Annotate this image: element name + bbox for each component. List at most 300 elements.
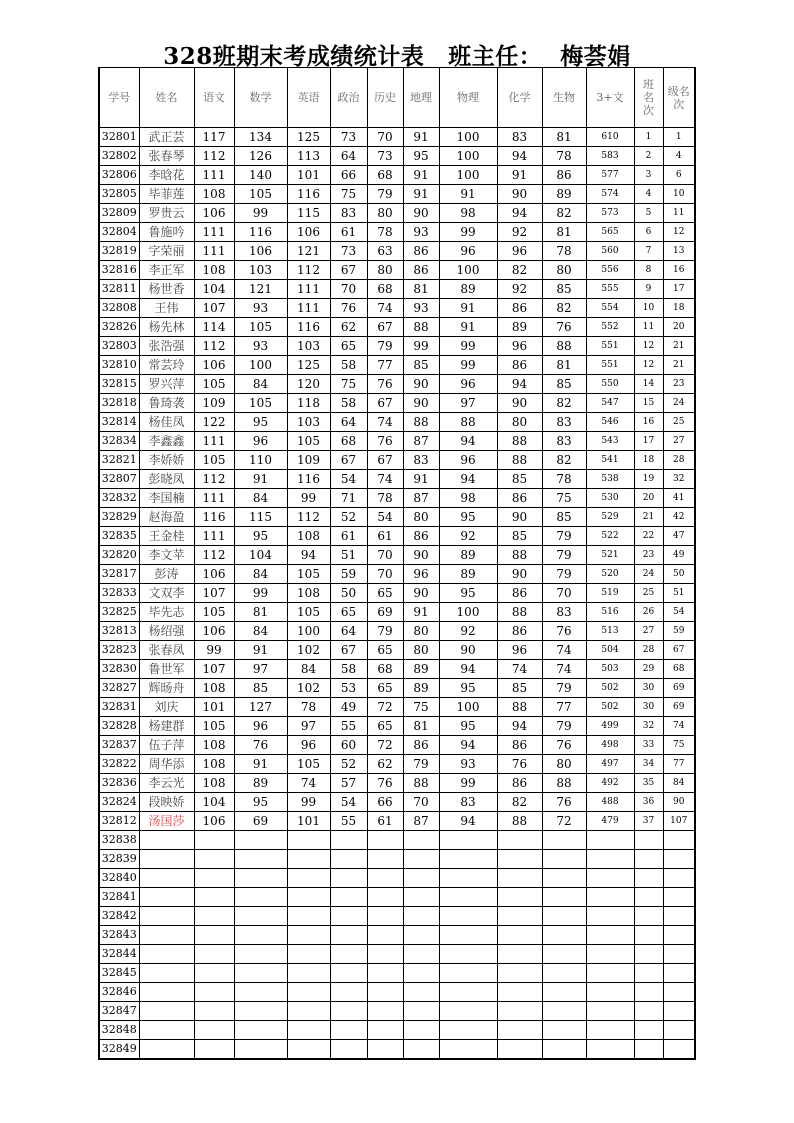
cell-math (234, 964, 287, 983)
cell-politics: 61 (330, 527, 367, 546)
cell-math: 99 (234, 204, 287, 223)
cell-biology (542, 964, 586, 983)
cell-politics: 60 (330, 736, 367, 755)
cell-history: 72 (367, 736, 403, 755)
cell-chinese (194, 907, 234, 926)
cell-physics (439, 983, 497, 1002)
header-name: 姓名 (139, 68, 194, 128)
cell-total: 504 (586, 641, 634, 660)
cell-class-rank: 24 (634, 565, 663, 584)
cell-name (139, 1040, 194, 1060)
cell-english: 118 (287, 394, 330, 413)
cell-chinese: 99 (194, 641, 234, 660)
table-row (99, 793, 695, 812)
cell-geography: 70 (403, 793, 439, 812)
cell-biology (542, 1002, 586, 1021)
cell-english: 99 (287, 489, 330, 508)
cell-grade-rank (663, 888, 695, 907)
table-row (99, 679, 695, 698)
cell-geography: 91 (403, 470, 439, 489)
cell-chinese: 111 (194, 432, 234, 451)
cell-chemistry: 88 (497, 432, 542, 451)
cell-class-rank: 12 (634, 356, 663, 375)
cell-english: 108 (287, 584, 330, 603)
cell-class-rank: 2 (634, 147, 663, 166)
cell-student-id: 32843 (99, 926, 139, 945)
cell-physics (439, 945, 497, 964)
cell-chemistry: 86 (497, 584, 542, 603)
cell-name (139, 926, 194, 945)
cell-biology (542, 926, 586, 945)
cell-total: 488 (586, 793, 634, 812)
cell-history: 70 (367, 565, 403, 584)
cell-english: 84 (287, 660, 330, 679)
cell-chemistry: 92 (497, 280, 542, 299)
cell-politics (330, 983, 367, 1002)
cell-biology: 79 (542, 717, 586, 736)
cell-chinese: 105 (194, 451, 234, 470)
cell-total (586, 926, 634, 945)
cell-math: 81 (234, 603, 287, 622)
cell-class-rank (634, 869, 663, 888)
cell-grade-rank: 107 (663, 812, 695, 831)
cell-politics: 54 (330, 470, 367, 489)
cell-biology (542, 945, 586, 964)
cell-math (234, 850, 287, 869)
cell-biology (542, 850, 586, 869)
cell-math: 84 (234, 565, 287, 584)
cell-grade-rank: 21 (663, 356, 695, 375)
cell-chemistry: 94 (497, 147, 542, 166)
cell-physics: 88 (439, 413, 497, 432)
cell-biology: 81 (542, 128, 586, 147)
cell-name: 周华添 (139, 755, 194, 774)
cell-math: 89 (234, 774, 287, 793)
cell-english: 105 (287, 432, 330, 451)
header-class-rank: 班名次 (634, 68, 663, 128)
cell-physics: 83 (439, 793, 497, 812)
cell-grade-rank (663, 1002, 695, 1021)
cell-physics: 100 (439, 603, 497, 622)
cell-grade-rank: 12 (663, 223, 695, 242)
cell-biology: 76 (542, 736, 586, 755)
cell-math (234, 907, 287, 926)
cell-politics: 61 (330, 223, 367, 242)
cell-name: 李正军 (139, 261, 194, 280)
cell-chinese: 108 (194, 185, 234, 204)
cell-chinese: 114 (194, 318, 234, 337)
table-row (99, 223, 695, 242)
cell-chinese: 108 (194, 755, 234, 774)
cell-physics: 100 (439, 698, 497, 717)
cell-chemistry: 88 (497, 546, 542, 565)
cell-total: 497 (586, 755, 634, 774)
cell-grade-rank: 28 (663, 451, 695, 470)
cell-total: 516 (586, 603, 634, 622)
cell-biology: 78 (542, 242, 586, 261)
cell-student-id: 32811 (99, 280, 139, 299)
cell-geography: 81 (403, 717, 439, 736)
cell-english: 111 (287, 299, 330, 318)
cell-class-rank: 14 (634, 375, 663, 394)
cell-class-rank: 1 (634, 128, 663, 147)
cell-biology (542, 1021, 586, 1040)
cell-geography (403, 964, 439, 983)
cell-class-rank: 37 (634, 812, 663, 831)
cell-math: 95 (234, 793, 287, 812)
cell-politics: 53 (330, 679, 367, 698)
cell-chemistry: 74 (497, 660, 542, 679)
cell-class-rank (634, 907, 663, 926)
cell-class-rank: 34 (634, 755, 663, 774)
table-row (99, 603, 695, 622)
cell-total: 583 (586, 147, 634, 166)
cell-grade-rank: 90 (663, 793, 695, 812)
cell-name: 鲁琦袭 (139, 394, 194, 413)
cell-class-rank: 29 (634, 660, 663, 679)
cell-name: 李云光 (139, 774, 194, 793)
cell-physics: 89 (439, 546, 497, 565)
cell-total: 538 (586, 470, 634, 489)
cell-history (367, 869, 403, 888)
cell-history: 76 (367, 375, 403, 394)
cell-geography: 87 (403, 432, 439, 451)
table-row (99, 774, 695, 793)
cell-name: 赵海盈 (139, 508, 194, 527)
cell-chinese (194, 983, 234, 1002)
cell-student-id: 32834 (99, 432, 139, 451)
cell-class-rank: 33 (634, 736, 663, 755)
cell-politics: 76 (330, 299, 367, 318)
cell-biology: 86 (542, 166, 586, 185)
cell-biology: 70 (542, 584, 586, 603)
cell-math (234, 1002, 287, 1021)
cell-grade-rank: 50 (663, 565, 695, 584)
cell-english: 100 (287, 622, 330, 641)
cell-total: 498 (586, 736, 634, 755)
cell-politics: 67 (330, 641, 367, 660)
cell-biology: 74 (542, 660, 586, 679)
table-row (99, 128, 695, 147)
cell-student-id: 32818 (99, 394, 139, 413)
cell-math: 105 (234, 394, 287, 413)
cell-name: 鲁施吟 (139, 223, 194, 242)
cell-chinese: 111 (194, 489, 234, 508)
cell-biology: 88 (542, 337, 586, 356)
cell-class-rank: 5 (634, 204, 663, 223)
cell-geography: 80 (403, 622, 439, 641)
cell-chemistry: 76 (497, 755, 542, 774)
cell-physics: 92 (439, 622, 497, 641)
cell-biology (542, 1040, 586, 1060)
cell-grade-rank: 75 (663, 736, 695, 755)
table-row (99, 432, 695, 451)
header-math: 数学 (234, 68, 287, 128)
cell-math: 127 (234, 698, 287, 717)
header-total: 3+文 (586, 68, 634, 128)
cell-grade-rank: 27 (663, 432, 695, 451)
cell-english: 106 (287, 223, 330, 242)
cell-student-id: 32841 (99, 888, 139, 907)
cell-math: 103 (234, 261, 287, 280)
cell-physics: 92 (439, 527, 497, 546)
cell-geography: 95 (403, 147, 439, 166)
cell-total: 530 (586, 489, 634, 508)
cell-math: 126 (234, 147, 287, 166)
cell-math: 96 (234, 432, 287, 451)
cell-geography (403, 945, 439, 964)
cell-physics: 94 (439, 660, 497, 679)
cell-grade-rank: 6 (663, 166, 695, 185)
cell-total (586, 831, 634, 850)
cell-biology (542, 888, 586, 907)
cell-name (139, 907, 194, 926)
cell-student-id: 32827 (99, 679, 139, 698)
cell-student-id: 32840 (99, 869, 139, 888)
cell-english: 102 (287, 641, 330, 660)
cell-student-id: 32826 (99, 318, 139, 337)
cell-student-id: 32815 (99, 375, 139, 394)
cell-name: 汤国莎 (139, 812, 194, 831)
table-row (99, 337, 695, 356)
cell-name: 刘庆 (139, 698, 194, 717)
cell-total: 554 (586, 299, 634, 318)
cell-grade-rank: 17 (663, 280, 695, 299)
cell-grade-rank (663, 869, 695, 888)
cell-biology: 76 (542, 622, 586, 641)
cell-student-id: 32849 (99, 1040, 139, 1060)
cell-chemistry: 96 (497, 242, 542, 261)
cell-physics: 95 (439, 679, 497, 698)
table-row (99, 641, 695, 660)
cell-geography: 88 (403, 413, 439, 432)
cell-history: 72 (367, 698, 403, 717)
cell-politics: 66 (330, 166, 367, 185)
table-row (99, 318, 695, 337)
cell-grade-rank: 77 (663, 755, 695, 774)
cell-grade-rank: 4 (663, 147, 695, 166)
cell-physics: 96 (439, 242, 497, 261)
empty-row (99, 1002, 695, 1021)
cell-name: 李文苹 (139, 546, 194, 565)
cell-english: 94 (287, 546, 330, 565)
cell-student-id: 32833 (99, 584, 139, 603)
table-row (99, 147, 695, 166)
cell-physics: 100 (439, 166, 497, 185)
table-row (99, 565, 695, 584)
cell-chemistry: 82 (497, 793, 542, 812)
cell-physics: 94 (439, 736, 497, 755)
cell-grade-rank: 10 (663, 185, 695, 204)
cell-physics: 90 (439, 641, 497, 660)
cell-chinese: 107 (194, 660, 234, 679)
cell-biology (542, 907, 586, 926)
cell-geography: 80 (403, 641, 439, 660)
cell-name: 彭涛 (139, 565, 194, 584)
cell-history: 79 (367, 622, 403, 641)
cell-chemistry: 96 (497, 641, 542, 660)
header-row (99, 68, 695, 128)
cell-biology: 77 (542, 698, 586, 717)
cell-student-id: 32845 (99, 964, 139, 983)
cell-biology: 80 (542, 755, 586, 774)
cell-politics (330, 831, 367, 850)
cell-total: 552 (586, 318, 634, 337)
cell-total: 519 (586, 584, 634, 603)
cell-name: 张春琴 (139, 147, 194, 166)
cell-english (287, 926, 330, 945)
table-row (99, 717, 695, 736)
cell-class-rank: 16 (634, 413, 663, 432)
cell-student-id: 32837 (99, 736, 139, 755)
cell-politics (330, 1021, 367, 1040)
cell-chemistry: 86 (497, 356, 542, 375)
cell-english: 101 (287, 166, 330, 185)
cell-grade-rank (663, 907, 695, 926)
cell-math: 105 (234, 185, 287, 204)
cell-biology (542, 983, 586, 1002)
cell-english: 116 (287, 318, 330, 337)
cell-chinese (194, 926, 234, 945)
cell-geography: 90 (403, 394, 439, 413)
cell-class-rank (634, 1021, 663, 1040)
empty-row (99, 888, 695, 907)
cell-chinese: 108 (194, 679, 234, 698)
cell-grade-rank: 1 (663, 128, 695, 147)
cell-class-rank: 6 (634, 223, 663, 242)
table-row (99, 527, 695, 546)
table-row (99, 299, 695, 318)
cell-chinese: 101 (194, 698, 234, 717)
table-row (99, 394, 695, 413)
cell-physics (439, 1021, 497, 1040)
cell-physics: 91 (439, 299, 497, 318)
cell-grade-rank: 49 (663, 546, 695, 565)
cell-physics: 99 (439, 356, 497, 375)
cell-english: 96 (287, 736, 330, 755)
cell-geography: 90 (403, 204, 439, 223)
cell-physics: 98 (439, 204, 497, 223)
cell-chemistry: 88 (497, 603, 542, 622)
cell-total: 547 (586, 394, 634, 413)
cell-english: 109 (287, 451, 330, 470)
cell-history: 76 (367, 774, 403, 793)
cell-name (139, 1021, 194, 1040)
cell-physics: 100 (439, 261, 497, 280)
cell-total: 502 (586, 679, 634, 698)
header-english: 英语 (287, 68, 330, 128)
cell-biology: 78 (542, 147, 586, 166)
cell-physics: 100 (439, 147, 497, 166)
cell-math: 134 (234, 128, 287, 147)
cell-geography (403, 926, 439, 945)
table-row (99, 660, 695, 679)
cell-math: 69 (234, 812, 287, 831)
cell-grade-rank: 13 (663, 242, 695, 261)
header-student-id: 学号 (99, 68, 139, 128)
cell-chinese: 106 (194, 565, 234, 584)
cell-math (234, 888, 287, 907)
cell-history: 80 (367, 261, 403, 280)
cell-politics: 52 (330, 755, 367, 774)
cell-english: 74 (287, 774, 330, 793)
cell-grade-rank: 32 (663, 470, 695, 489)
cell-history: 69 (367, 603, 403, 622)
table-row (99, 508, 695, 527)
cell-class-rank (634, 964, 663, 983)
cell-geography (403, 1040, 439, 1060)
cell-chinese: 107 (194, 584, 234, 603)
cell-grade-rank (663, 831, 695, 850)
cell-total: 550 (586, 375, 634, 394)
cell-history: 65 (367, 679, 403, 698)
cell-grade-rank: 41 (663, 489, 695, 508)
cell-total: 574 (586, 185, 634, 204)
cell-english: 113 (287, 147, 330, 166)
cell-politics: 68 (330, 432, 367, 451)
cell-student-id: 32807 (99, 470, 139, 489)
cell-student-id: 32804 (99, 223, 139, 242)
cell-chemistry: 90 (497, 565, 542, 584)
cell-geography: 91 (403, 166, 439, 185)
cell-history (367, 926, 403, 945)
cell-math: 95 (234, 527, 287, 546)
cell-english (287, 983, 330, 1002)
cell-geography: 90 (403, 546, 439, 565)
cell-biology: 79 (542, 527, 586, 546)
cell-geography: 87 (403, 489, 439, 508)
cell-history: 65 (367, 584, 403, 603)
cell-biology: 83 (542, 603, 586, 622)
cell-class-rank (634, 831, 663, 850)
cell-total: 551 (586, 356, 634, 375)
cell-english: 121 (287, 242, 330, 261)
cell-biology: 85 (542, 508, 586, 527)
cell-geography (403, 1002, 439, 1021)
cell-student-id: 32823 (99, 641, 139, 660)
cell-chemistry: 86 (497, 299, 542, 318)
cell-student-id: 32844 (99, 945, 139, 964)
cell-chemistry: 96 (497, 337, 542, 356)
cell-english: 111 (287, 280, 330, 299)
cell-english: 78 (287, 698, 330, 717)
cell-biology: 82 (542, 204, 586, 223)
table-row (99, 622, 695, 641)
cell-name (139, 983, 194, 1002)
cell-class-rank: 35 (634, 774, 663, 793)
cell-total: 555 (586, 280, 634, 299)
cell-grade-rank: 18 (663, 299, 695, 318)
cell-history: 62 (367, 755, 403, 774)
cell-math: 100 (234, 356, 287, 375)
cell-history (367, 888, 403, 907)
cell-class-rank: 21 (634, 508, 663, 527)
header-geography: 地理 (403, 68, 439, 128)
table-row (99, 375, 695, 394)
cell-history: 68 (367, 280, 403, 299)
cell-class-rank: 7 (634, 242, 663, 261)
cell-physics: 99 (439, 337, 497, 356)
cell-history: 74 (367, 413, 403, 432)
cell-chinese: 105 (194, 603, 234, 622)
cell-chemistry: 90 (497, 508, 542, 527)
cell-politics: 64 (330, 622, 367, 641)
cell-math: 93 (234, 299, 287, 318)
cell-math: 84 (234, 375, 287, 394)
cell-student-id: 32808 (99, 299, 139, 318)
cell-name: 张春凤 (139, 641, 194, 660)
cell-history (367, 983, 403, 1002)
